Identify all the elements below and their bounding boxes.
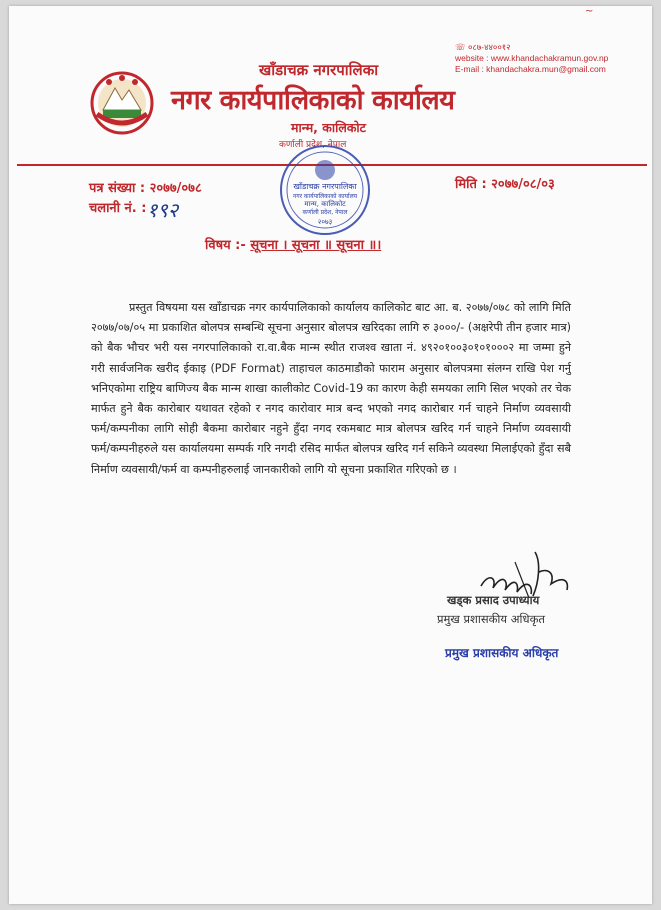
signatory-title: प्रमुख प्रशासकीय अधिकृत [437, 612, 545, 626]
letter-date: मिति : २०७७/०८/०३ [455, 177, 555, 192]
subject-line [205, 235, 381, 253]
letter-page [9, 6, 652, 904]
notice-body [91, 298, 571, 480]
reference-block [89, 179, 202, 219]
body-paragraph: प्रस्तुत विषयमा यस खाँडाचक्र नगर कार्यपालिकाको कार्यालय कालिकोट बाट आ. ब. २०७७/०७८ को लागि मिति २०७७/०७/०५ मा प्रकाशित बोलपत्र सम्बन्धि सूचना अनुसार बोलपत्र खरिदका लागि रु ३०००/- (अक्षरेपी तीन हजार मात्र) को बैक भौचर भरी यस नगरपालिकाको रा.वा.बैक मान्म स्थीत राजश्व खाता नं. ४९२०१००३०१०१०००२ मा जम्मा हुने गरी सार्वजनिक खरीद ईकाइ (PDF Format) ताहाचल काठमाडौको फाराम अनुसार बोलपत्रमा संलग्न राखि पेश गर्नु भनिएकोमा राष्ट्रिय बाणिज्य बैक मान्म शाखा कालीकोट Covid-19 का कारण केही समयका लागि सिल भएको तर चेक मार्फत हुने बैक कारोबार यथावत रहेको र नगद कारोवार मात्र बन्द भएको नगद कारोबार गर्न चाहने निर्माण व्यवसायी फर्म/कम्पनीका लागि सोही बैकमा कारोबार नहुने हुँदा नगद रकमबाट मात्र बोलपत्र खरिद गर्न चाहने निर्माण व्यवसायी फर्म/कम्पनीहरुले यस कार्यालयमा सम्पर्क गरि नगदी रसिद मार्फत बोलपत्र खरिद गर्न सकिने व्यवस्था मिलाईएको हुँदा सबै निर्माण व्यवसायी/फर्म वा कम्पनीहरुलाई जानकारीको लागि यो सूचना प्रकाशित गरिएको छ । [91, 301, 571, 476]
phone-number: ☏ ०८७-४४००१२ [455, 42, 511, 52]
stamp-line-5: २०७३ [317, 218, 333, 226]
nepal-emblem-icon [89, 70, 155, 136]
subject-text: सूचना । सूचना ॥ सूचना ॥। [250, 238, 382, 253]
email: E-mail : khandachakra.mun@gmail.com [455, 64, 606, 74]
address-line-2: कर्णाली प्रदेश, नेपाल [279, 140, 347, 150]
dispatch-handwritten: १९२ [147, 198, 179, 222]
letter-number: पत्र संख्या : २०७७/०७८ [89, 181, 202, 196]
office-title: नगर कार्यपालिकाको कार्यालय [171, 85, 455, 116]
subject-label: विषय :- [205, 238, 246, 253]
designation-stamp: प्रमुख प्रशासकीय अधिकृत [445, 646, 559, 660]
office-stamp [277, 142, 373, 238]
corner-mark: ~ [585, 6, 594, 17]
website: website : www.khandachakramun.gov.np [455, 53, 609, 63]
dispatch-number: चलानी नं. : [89, 201, 147, 216]
stamp-line-2: नगर कार्यपालिकाको कार्यालय [292, 193, 358, 200]
stamp-emblem-icon [315, 160, 335, 180]
stamp-line-1: खाँडाचक्र नगरपालिका [293, 182, 357, 191]
stamp-line-4: कर्णाली प्रदेश, नेपाल [302, 209, 348, 216]
signatory-name: खड्क प्रसाद उपाध्याय [447, 593, 540, 607]
municipality-name: खाँडाचक्र नगरपालिका [259, 61, 379, 79]
contact-block [455, 42, 608, 75]
stamp-line-3: मान्म, कालिकोट [304, 200, 346, 208]
address-line-1: मान्म, कालिकोट [291, 120, 366, 135]
